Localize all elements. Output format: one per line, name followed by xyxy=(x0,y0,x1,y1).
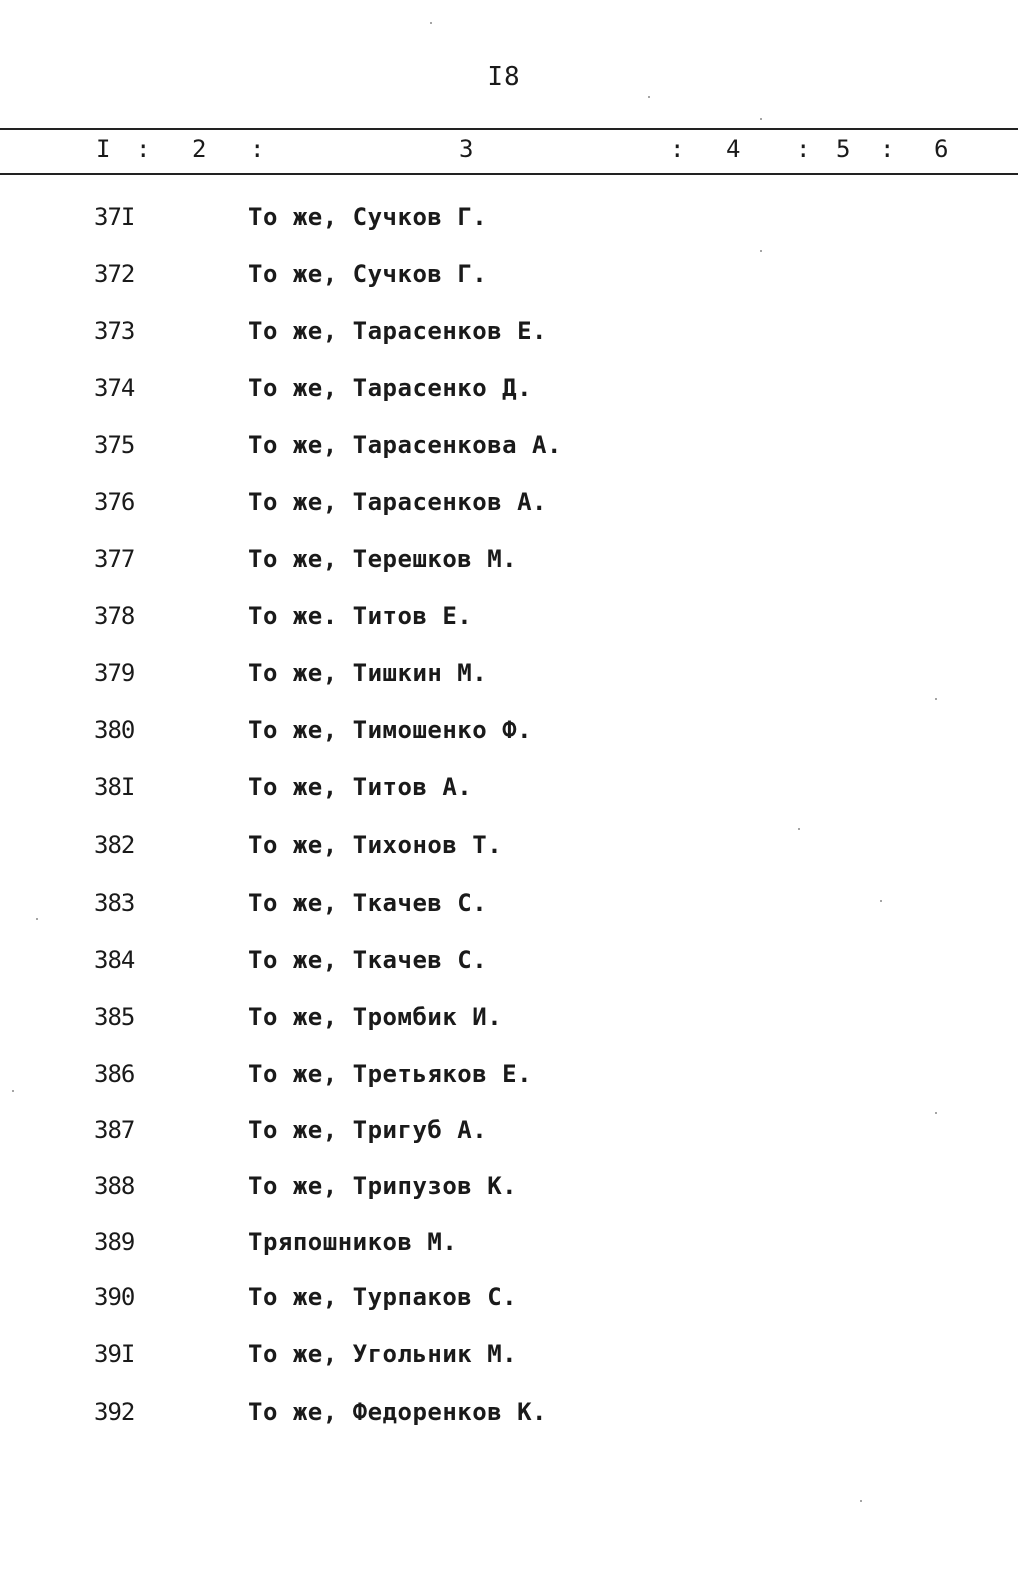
row-description: То же, Сучков Г. xyxy=(248,260,488,288)
page-number: I8 xyxy=(487,62,521,92)
row-number: 379 xyxy=(94,659,135,687)
row-description: То же. Титов Е. xyxy=(248,602,473,630)
scan-speck xyxy=(760,118,762,120)
header-col-5: 5 xyxy=(836,135,851,163)
row-number: 373 xyxy=(94,317,135,345)
scan-speck xyxy=(935,698,937,700)
scan-speck xyxy=(760,250,762,252)
row-number: 37I xyxy=(94,203,135,231)
row-description: То же, Третьяков Е. xyxy=(248,1060,533,1088)
row-number: 39I xyxy=(94,1340,135,1368)
row-description: То же, Тарасенков Е. xyxy=(248,317,547,345)
scan-speck xyxy=(648,96,650,98)
row-number: 377 xyxy=(94,545,135,573)
row-number: 375 xyxy=(94,431,135,459)
row-number: 384 xyxy=(94,946,135,974)
scan-speck xyxy=(430,22,432,24)
row-description: То же, Угольник М. xyxy=(248,1340,518,1368)
row-number: 382 xyxy=(94,831,135,859)
row-number: 389 xyxy=(94,1228,135,1256)
row-description: То же, Ткачев С. xyxy=(248,946,488,974)
row-description: То же, Трипузов К. xyxy=(248,1172,518,1200)
scan-speck xyxy=(860,1500,862,1502)
row-number: 374 xyxy=(94,374,135,402)
row-number: 386 xyxy=(94,1060,135,1088)
row-description: То же, Ткачев С. xyxy=(248,889,488,917)
header-separator: : xyxy=(880,135,895,163)
header-col-4: 4 xyxy=(726,135,741,163)
scan-speck xyxy=(880,900,882,902)
row-description: То же, Тишкин М. xyxy=(248,659,488,687)
row-number: 387 xyxy=(94,1116,135,1144)
row-number: 383 xyxy=(94,889,135,917)
row-number: 392 xyxy=(94,1398,135,1426)
row-description: То же, Тарасенко Д. xyxy=(248,374,533,402)
header-col-6: 6 xyxy=(934,135,949,163)
header-col-1: I xyxy=(96,135,111,163)
header-separator: : xyxy=(136,135,151,163)
row-description: То же, Турпаков С. xyxy=(248,1283,518,1311)
header-separator: : xyxy=(670,135,685,163)
scan-speck xyxy=(935,1112,937,1114)
row-number: 390 xyxy=(94,1283,135,1311)
row-description: То же, Титов А. xyxy=(248,773,473,801)
row-number: 376 xyxy=(94,488,135,516)
header-separator: : xyxy=(250,135,265,163)
row-description: То же, Тарасенков А. xyxy=(248,488,547,516)
row-number: 380 xyxy=(94,716,135,744)
scan-speck xyxy=(36,918,38,920)
row-description: То же, Тимошенко Ф. xyxy=(248,716,533,744)
row-description: То же, Терешков М. xyxy=(248,545,518,573)
header-col-2: 2 xyxy=(192,135,207,163)
row-number: 378 xyxy=(94,602,135,630)
row-number: 38I xyxy=(94,773,135,801)
scan-speck xyxy=(12,1090,14,1092)
header-bottom-rule xyxy=(0,173,1018,175)
row-number: 388 xyxy=(94,1172,135,1200)
row-description: То же, Федоренков К. xyxy=(248,1398,547,1426)
row-description: То же, Тихонов Т. xyxy=(248,831,503,859)
header-col-3: 3 xyxy=(459,135,474,163)
row-number: 385 xyxy=(94,1003,135,1031)
row-description: То же, Тарасенкова А. xyxy=(248,431,562,459)
row-description: То же, Тригуб А. xyxy=(248,1116,488,1144)
row-number: 372 xyxy=(94,260,135,288)
header-separator: : xyxy=(796,135,811,163)
row-description: То же, Сучков Г. xyxy=(248,203,488,231)
row-description: То же, Тромбик И. xyxy=(248,1003,503,1031)
row-description: Тряпошников М. xyxy=(248,1228,458,1256)
header-top-rule xyxy=(0,128,1018,130)
scan-speck xyxy=(798,828,800,830)
